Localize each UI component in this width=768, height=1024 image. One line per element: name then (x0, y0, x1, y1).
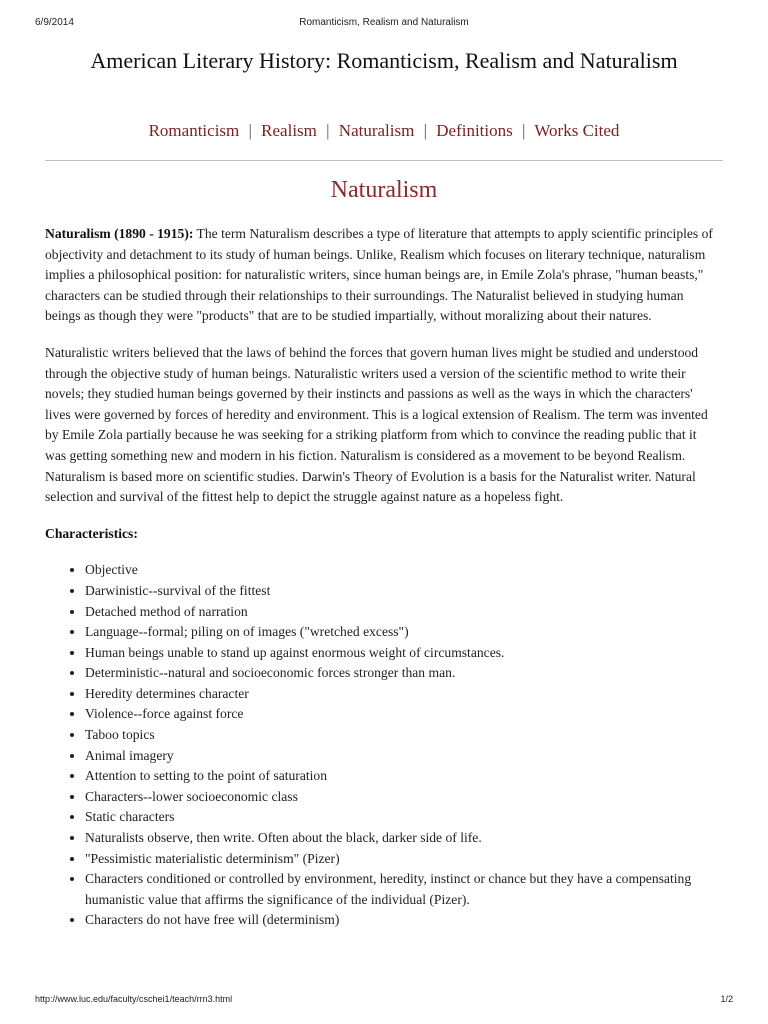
intro-text: The term Naturalism describes a type of literature that attempts to apply scientific principles of objectivity and detachment to its study of human beings. Unlike, Realism which focuses on literary technique, naturalism implies a philosophical position: for naturalistic writers, since human beings are, in Emile Zola's phrase, "human beasts," characters can be studied through their relationships to their surroundings. The Naturalist believed in studying human beings as though they were "products" that are to be studied impartially, without moralizing about their natures. (45, 226, 713, 324)
list-item: • Characters conditioned or controlled by environment, heredity, instinct or chance but they have a compensating humanistic value that affirms the significance of the individual (Pizer). (85, 869, 713, 910)
nav-separator: | (326, 121, 330, 140)
intro-term: Naturalism (1890 - 1915): (45, 226, 194, 241)
list-item: • Deterministic--natural and socioeconomic forces stronger than man. (85, 663, 713, 684)
nav-link-realism[interactable]: Realism (261, 121, 317, 140)
body-paragraph: Naturalistic writers believed that the laws of behind the forces that govern human lives might be studied and understood through the objective study of human beings. Naturalistic writers used a version of the scientific method to write their novels; they studied human beings governed by their instincts and passions as well as the ways in which the characters' lives were governed by forces of heredity and environment. This is a logical extension of Realism. The term was invented by Emile Zola partially because he was seeking for a striking platform from which to convince the reading public that it was getting something new and modern in his fiction. Naturalism is considered as a movement to be beyond Realism. Naturalism is based more on scientific studies. Darwin's Theory of Evolution is a basis for the Naturalist writer. Natural selection and survival of the fittest help to depict the struggle against nature as a hopeless fight. (45, 344, 708, 505)
list-item: • Objective (85, 560, 713, 581)
nav-link-definitions[interactable]: Definitions (436, 121, 513, 140)
nav-separator: | (248, 121, 252, 140)
nav-separator: | (522, 121, 526, 140)
list-item: • Heredity determines character (85, 684, 713, 705)
list-item: • "Pessimistic materialistic determinism" (Pizer) (85, 849, 713, 870)
nav-separator: | (423, 121, 427, 140)
print-date: 6/9/2014 (35, 17, 74, 28)
list-item: • Taboo topics (85, 725, 713, 746)
intro-paragraph (45, 224, 713, 327)
nav-link-works-cited[interactable]: Works Cited (534, 121, 620, 140)
list-item: • Detached method of narration (85, 602, 713, 623)
nav-bar (0, 121, 768, 141)
list-item: • Darwinistic--survival of the fittest (85, 581, 713, 602)
section-title: Naturalism (330, 177, 438, 203)
list-item: • Violence--force against force (85, 704, 713, 725)
list-item: • Human beings unable to stand up against enormous weight of circumstances. (85, 643, 713, 664)
nav-link-naturalism[interactable]: Naturalism (338, 121, 415, 140)
main-content (45, 224, 713, 931)
horizontal-divider (45, 160, 723, 161)
print-page-number: 1/2 (720, 994, 733, 1004)
print-title: Romanticism, Realism and Naturalism (299, 17, 469, 28)
characteristics-list (45, 560, 713, 931)
list-item: • Static characters (85, 807, 713, 828)
print-url: http://www.luc.edu/faculty/cschei1/teach/rrn3.html (35, 994, 233, 1004)
print-header (35, 17, 733, 31)
characteristics-heading: Characteristics: (45, 525, 138, 541)
list-item: • Naturalists observe, then write. Often about the black, darker side of life. (85, 828, 713, 849)
list-item: • Attention to setting to the point of saturation (85, 766, 713, 787)
page-title: American Literary History: Romanticism, Realism and Naturalism (90, 48, 678, 73)
list-item: • Characters--lower socioeconomic class (85, 787, 713, 808)
list-item: • Animal imagery (85, 746, 713, 767)
list-item: • Language--formal; piling on of images ("wretched excess") (85, 622, 713, 643)
nav-link-romanticism[interactable]: Romanticism (148, 121, 240, 140)
print-footer (35, 994, 733, 1008)
list-item: • Characters do not have free will (determinism) (85, 910, 713, 931)
